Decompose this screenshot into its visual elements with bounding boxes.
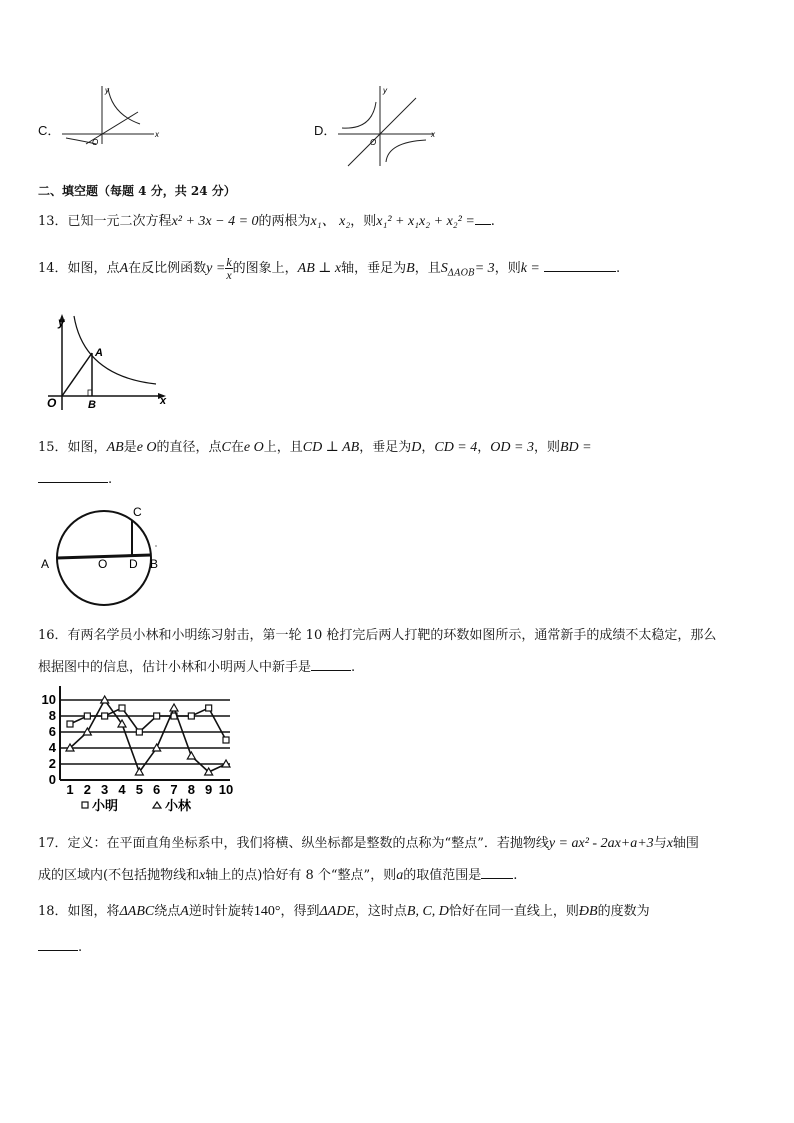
hyperbola-branch-2: [386, 140, 426, 162]
q18-a: A: [180, 904, 189, 919]
q17-parabola: y = ax² - 2ax+a+3: [548, 836, 654, 851]
chart-x-tick-label: 1: [66, 782, 74, 797]
q16-answer-blank[interactable]: [311, 658, 351, 671]
chart-point-xiaoming: [136, 729, 142, 735]
x-label: x: [431, 130, 435, 139]
q15-text-a: 如图，: [67, 440, 107, 455]
chart-y-tick-label: 6: [48, 724, 56, 739]
question-15-cont: [38, 470, 112, 487]
q15-tail: .: [108, 472, 113, 487]
chart-point-xiaoming: [84, 713, 90, 719]
chart-y-tick-label: 2: [48, 756, 56, 771]
q17-line-2b: 轴上的点)恰好有 8 个“整点”，则: [205, 868, 397, 883]
hyperbola-branch-1: [108, 88, 140, 124]
q18-text-f: 恰好在同一直线上，则: [448, 904, 579, 919]
legend-triangle-icon: [153, 802, 161, 808]
q14-perp: AB ⊥ x: [297, 261, 342, 276]
fig-a-label: A: [41, 557, 50, 571]
question-16: [38, 624, 716, 643]
line-graph: [348, 98, 416, 166]
chart-point-xiaoming: [67, 721, 73, 727]
q15-od: OD = 3: [490, 440, 534, 455]
q18-text-d: ，得到: [280, 904, 320, 919]
q15-bd: BD =: [559, 440, 592, 455]
chart-point-xiaoming: [188, 713, 194, 719]
q14-number: 14．: [38, 261, 68, 276]
origin-label: O: [92, 138, 99, 146]
chart-x-tick-label: 6: [153, 782, 161, 797]
chart-point-xiaoming: [119, 705, 125, 711]
chart-point-xiaoming: [102, 713, 108, 719]
q18-angle: 140°: [253, 904, 281, 919]
q14-frac-num: k: [226, 255, 232, 269]
q15-text-e: 上，且: [263, 440, 303, 455]
q15-answer-blank[interactable]: [38, 470, 108, 483]
y-label: y: [383, 86, 387, 95]
fig-b-label: B: [150, 557, 159, 571]
legend-xiaoming: 小明: [92, 798, 119, 813]
chart-point-xiaoming: [154, 713, 160, 719]
q15-circle: e O: [136, 440, 157, 455]
question-14: [38, 256, 620, 287]
q18-tail: .: [78, 940, 83, 955]
origin-label: O: [370, 138, 377, 147]
q17-line-1b: 与: [653, 836, 667, 851]
q15-cd: CD = 4: [434, 440, 478, 455]
question-16-cont: [38, 656, 355, 675]
q18-answer-blank[interactable]: [38, 938, 78, 951]
q17-tail: .: [513, 868, 518, 883]
fig-o-label: O: [47, 396, 57, 410]
q16-line-1: 有两名学员小林和小明练习射击，第一轮 10 枪打完后两人打靶的环数如图所示，通常新手的成绩不太稳定，那么: [67, 628, 717, 643]
q17-x-axis-2: x: [199, 868, 206, 883]
q15-ab: AB: [106, 440, 124, 455]
q14-func-lhs: y =: [206, 261, 226, 276]
q17-line-2a: 成的区域内(不包括抛物线和: [38, 868, 200, 883]
q15-circle-2: e O: [243, 440, 264, 455]
fig-a-label: A: [95, 347, 103, 359]
q17-line-1a: 定义：在平面直角坐标系中，我们将横、纵坐标都是整数的点称为“整点”．若抛物线: [67, 836, 549, 851]
q13-number: 13．: [38, 214, 68, 229]
option-d-label: D．: [314, 123, 337, 138]
chart-point-xiaoming: [223, 737, 229, 743]
chart-x-tick-label: 2: [83, 782, 91, 797]
q15-figure: [36, 500, 168, 610]
option-d-graph: [336, 84, 441, 168]
q18-text-e: ，这时点: [354, 904, 407, 919]
q18-number: 18．: [38, 904, 68, 919]
q13-text-d: .: [490, 214, 495, 229]
q14-text-c: 的图象上，: [232, 261, 298, 276]
hyperbola-branch-1: [342, 102, 376, 128]
q14-fraction: [225, 256, 232, 281]
q14-k-eq: k =: [520, 261, 540, 276]
fig-y-label: y: [58, 315, 65, 329]
q18-bcd: B, C, D: [406, 904, 449, 919]
chart-legend: [82, 798, 192, 813]
q17-line-1c: 轴围: [672, 836, 699, 851]
q14-text-f: ，则: [494, 261, 521, 276]
q13-text-a: 已知一元二次方程: [67, 214, 172, 229]
option-c-label: C．: [38, 123, 61, 138]
hyperbola: [74, 316, 156, 384]
q13-roots: x₁、 x₂: [310, 214, 351, 229]
q14-area-sub: ΔAOB: [447, 268, 475, 279]
q18-text-g: 的度数为: [597, 904, 650, 919]
chart-point-xiaolin: [170, 704, 178, 711]
chart-series-line-xiaoming: [70, 708, 226, 740]
chart-point-xiaoming: [206, 705, 212, 711]
legend-xiaolin: 小林: [165, 798, 192, 813]
q14-point-a: A: [119, 261, 129, 276]
q14-answer-blank[interactable]: [544, 259, 616, 272]
chart-y-tick-label: 4: [48, 740, 56, 755]
q16-chart: [34, 684, 240, 820]
q13-expression: x₁² + x₁x₂ + x₂² =: [376, 214, 475, 229]
legend-square-icon: [82, 802, 88, 808]
chart-x-tick-label: 5: [135, 782, 143, 797]
q15-text-c: 的直径，点: [156, 440, 222, 455]
fig-o-label: O: [98, 557, 108, 571]
q15-text-b: 是: [123, 440, 137, 455]
fig-x-label: x: [160, 395, 167, 407]
fig-b-label: B: [88, 399, 96, 411]
q15-text-h: ，: [477, 440, 491, 455]
q14-text-d: 轴，垂足为: [341, 261, 407, 276]
q14-text-e: ，且: [414, 261, 441, 276]
question-17: [38, 832, 699, 852]
q17-a: a: [396, 868, 404, 883]
question-18-cont: [38, 938, 82, 955]
chart-point-xiaolin: [187, 752, 195, 759]
q18-angle-b: ÐB: [578, 904, 598, 919]
q15-number: 15．: [38, 440, 68, 455]
q13-text-b: 的两根为: [258, 214, 311, 229]
q13-equation: x² + 3x − 4 = 0: [171, 214, 259, 229]
q13-text-c: ，则: [350, 214, 377, 229]
q18-text-b: 绕点: [154, 904, 181, 919]
fig-c-label: C: [133, 505, 142, 519]
q16-number: 16．: [38, 628, 68, 643]
q15-perp: CD ⊥ AB: [302, 440, 360, 455]
q15-text-i: ，则: [533, 440, 560, 455]
q17-answer-blank[interactable]: [481, 866, 513, 879]
q18-text-a: 如图，将: [67, 904, 120, 919]
question-13: [38, 210, 495, 230]
q15-text-f: ，垂足为: [359, 440, 412, 455]
chart-x-tick-label: 8: [187, 782, 195, 797]
q15-c: C: [221, 440, 231, 455]
chart-x-tick-label: 4: [118, 782, 126, 797]
q17-number: 17．: [38, 836, 68, 851]
q14-area-val: = 3: [474, 261, 495, 276]
q14-text-g: .: [616, 261, 621, 276]
q14-text-a: 如图，点: [67, 261, 120, 276]
q14-frac-den: x: [226, 268, 232, 282]
chart-y-tick-label: 8: [48, 708, 56, 723]
q14-figure: [44, 308, 174, 412]
y-label: y: [105, 86, 109, 95]
q18-text-c: 逆时针旋转: [188, 904, 254, 919]
fig-d-label: D: [129, 557, 138, 571]
section-title: 二、填空题（每题 4 分，共 24 分）: [38, 184, 236, 198]
question-17-cont: [38, 864, 517, 884]
q18-ade: ΔADE: [319, 904, 355, 919]
q16-tail: .: [351, 660, 356, 675]
q14-text-b: 在反比例函数: [128, 261, 207, 276]
chart-y-tick-label: 10: [41, 692, 56, 707]
q15-d: D: [411, 440, 422, 455]
q17-x-axis: x: [666, 836, 673, 851]
chart-x-tick-label: 10: [218, 782, 234, 797]
dot: [155, 545, 156, 546]
chart-y-tick-label: 0: [48, 772, 56, 787]
q14-point-b: B: [406, 261, 415, 276]
q14-area-s: S: [440, 261, 448, 276]
q15-text-d: 在: [230, 440, 244, 455]
chart-x-tick-label: 3: [101, 782, 109, 797]
question-18: [38, 900, 650, 920]
q16-line-2: 根据图中的信息，估计小林和小明两人中新手是: [38, 660, 312, 675]
chart-x-tick-label: 7: [170, 782, 178, 797]
question-15: [38, 436, 592, 456]
option-c-graph: [58, 84, 163, 146]
q17-line-2c: 的取值范围是: [403, 868, 482, 883]
q13-answer-blank[interactable]: [475, 212, 491, 225]
segment-oa: [62, 353, 92, 396]
q18-abc: ΔABC: [119, 904, 155, 919]
chart-x-tick-label: 9: [205, 782, 213, 797]
x-label: x: [155, 130, 159, 139]
q15-text-g: ，: [421, 440, 435, 455]
